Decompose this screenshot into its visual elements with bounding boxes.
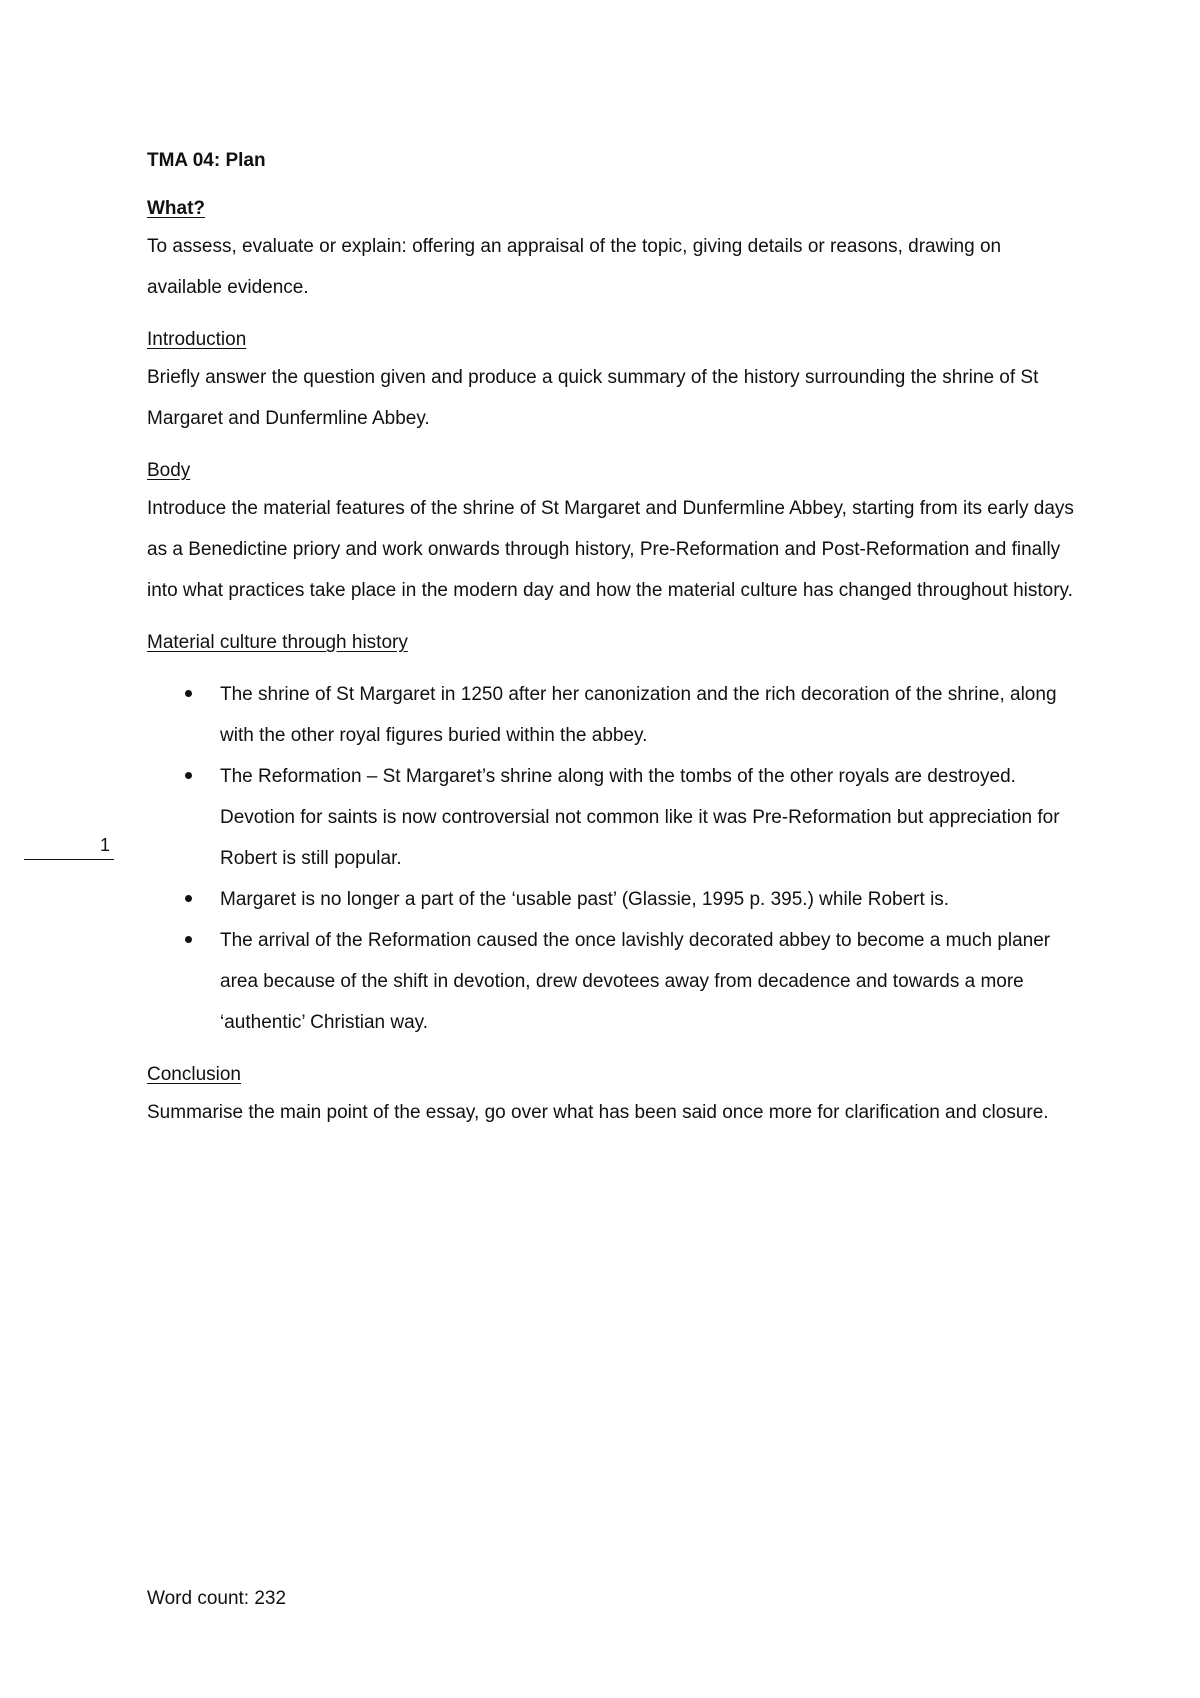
conclusion-heading bbox=[147, 1060, 1077, 1090]
document-body bbox=[147, 146, 1077, 1148]
introduction-heading bbox=[147, 325, 1077, 355]
bullet-dot-icon bbox=[185, 690, 192, 697]
margin-note-marker bbox=[24, 831, 114, 860]
list-item bbox=[147, 920, 1077, 1043]
document-title: TMA 04: Plan bbox=[147, 150, 266, 171]
list-item-text: Margaret is no longer a part of the ‘usable past’ (Glassie, 1995 p. 395.) while Robert is. bbox=[220, 889, 950, 910]
list-item bbox=[147, 879, 1077, 920]
material-culture-heading-text: Material culture through history bbox=[147, 632, 408, 653]
list-item-text: The Reformation – St Margaret’s shrine along with the tombs of the other royals are destroyed. Devotion for saints is now controversial not common like it was Pre-Reformation but appreciation for Robert is still popular. bbox=[220, 766, 1060, 869]
conclusion-heading-text: Conclusion bbox=[147, 1064, 241, 1085]
conclusion-paragraph: Summarise the main point of the essay, go over what has been said once more for clarification and closure. bbox=[147, 1102, 1049, 1123]
list-item bbox=[147, 756, 1077, 879]
what-paragraph: To assess, evaluate or explain: offering an appraisal of the topic, giving details or reasons, drawing on available evidence. bbox=[147, 236, 1002, 298]
margin-note-number: 1 bbox=[99, 835, 110, 855]
body-paragraph: Introduce the material features of the shrine of St Margaret and Dunfermline Abbey, starting from its early days as a Benedictine priory and work onwards through history, Pre-Reformation and Post-Reformation and finally into what practices take place in the modern day and how the material culture has changed throughout history. bbox=[147, 498, 1074, 601]
bullet-dot-icon bbox=[185, 895, 192, 902]
bullet-dot-icon bbox=[185, 936, 192, 943]
list-item bbox=[147, 674, 1077, 756]
what-heading bbox=[147, 194, 1077, 224]
material-culture-heading bbox=[147, 628, 1077, 658]
introduction-paragraph: Briefly answer the question given and produce a quick summary of the history surrounding the shrine of St Margaret and Dunfermline Abbey. bbox=[147, 367, 1039, 429]
introduction-heading-text: Introduction bbox=[147, 329, 247, 350]
list-item-text: The arrival of the Reformation caused the once lavishly decorated abbey to become a much planer area because of the shift in devotion, drew devotees away from decadence and towards a more ‘authentic’ Christian way. bbox=[220, 930, 1051, 1033]
what-heading-text: What? bbox=[147, 198, 206, 219]
list-item-text: The shrine of St Margaret in 1250 after her canonization and the rich decoration of the shrine, along with the other royal figures buried within the abbey. bbox=[220, 684, 1057, 746]
word-count: Word count: 232 bbox=[147, 1588, 287, 1609]
body-heading bbox=[147, 456, 1077, 486]
bullet-dot-icon bbox=[185, 772, 192, 779]
body-heading-text: Body bbox=[147, 460, 191, 481]
material-culture-list bbox=[147, 674, 1077, 1043]
